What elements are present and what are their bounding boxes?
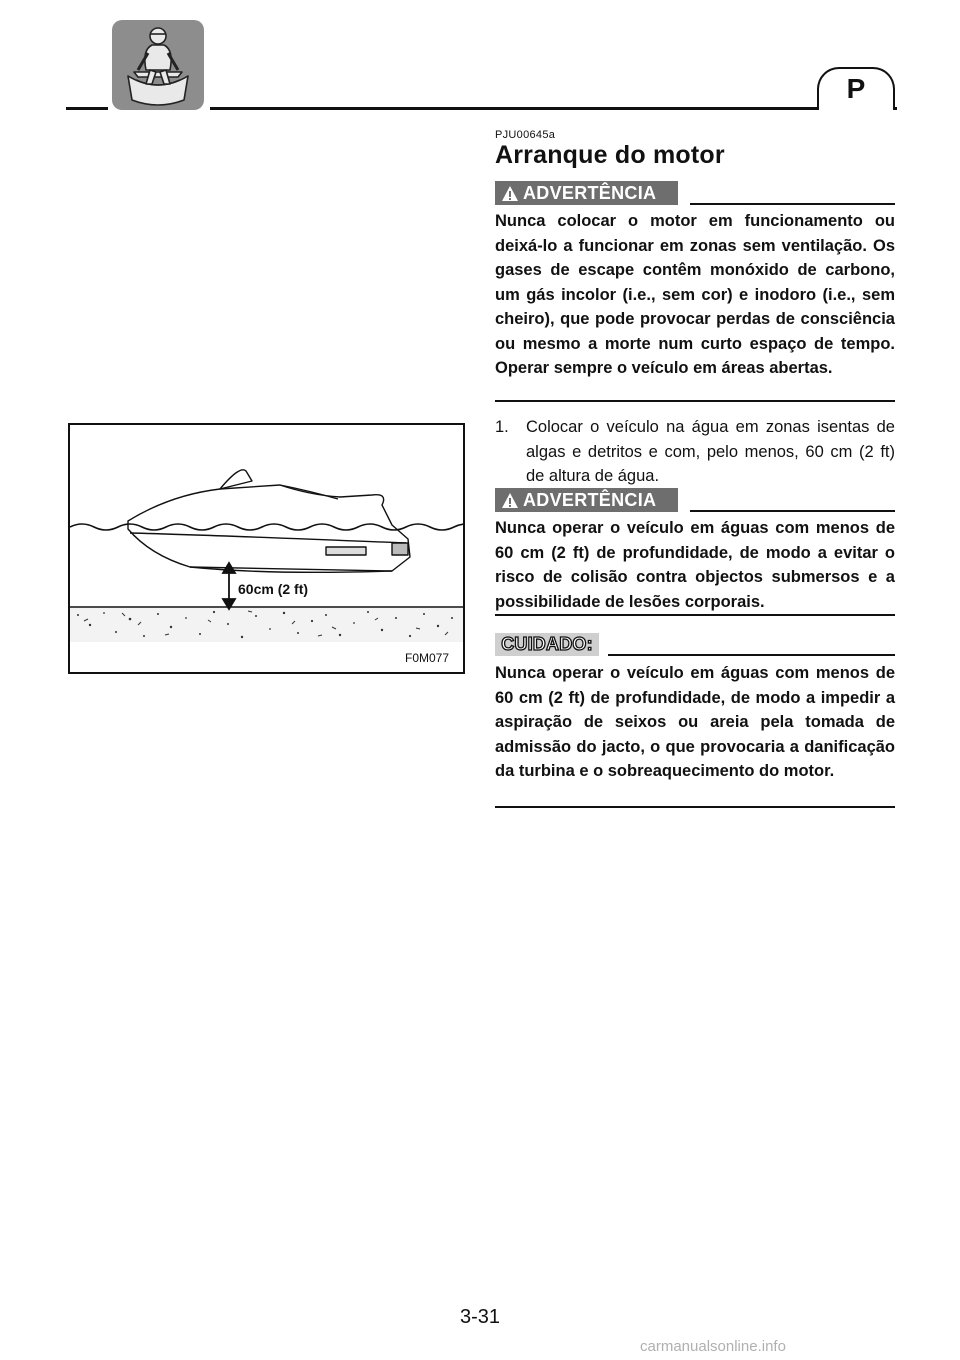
figure-id: F0M077 (405, 651, 450, 665)
figure-watercraft-depth (68, 423, 465, 674)
warning-end-rule-2 (495, 614, 895, 616)
watercraft (128, 470, 410, 573)
seabed (70, 607, 463, 642)
header-rule-right (210, 107, 819, 110)
warning-end-rule-1 (495, 400, 895, 402)
caution-end-rule (495, 806, 895, 808)
warning-label-line-1 (690, 203, 895, 205)
language-tab: P (817, 67, 895, 108)
list-item (495, 415, 895, 489)
warning-label-text: ADVERTÊNCIA (523, 182, 657, 203)
rider-on-watercraft-icon (112, 20, 204, 110)
warning-text-2: Nunca operar o veículo em águas com menos de 60 cm (2 ft) de profundidade, de modo a evitar o risco de colisão contra objectos submersos e a possibilidade de lesões corporais. (495, 519, 895, 611)
section-code: PJU00645a (495, 129, 556, 141)
warning-label-1 (495, 181, 678, 205)
warning-text-1: Nunca colocar o motor em funcionamento ou deixá-lo a funcionar em zonas sem ventilação. Os gases de escape contêm monóxido de carbono, um gás incolor (i.e., sem cor) e inodoro (i.e., sem cheiro), que pode provocar perdas de consciência ou mesmo a morte num curto espaço de tempo. Operar sempre o veículo em áreas abertas. (495, 212, 895, 377)
depth-arrow (223, 563, 235, 609)
caution-text: Nunca operar o veículo em águas com menos de 60 cm (2 ft) de profundidade, de modo a impedir a aspiração de seixos ou areia pela tomada de admissão do jacto, o que provocaria a danificação da turbina e o sobreaquecimento do motor. (495, 664, 895, 780)
warning-label-line-2 (690, 510, 895, 512)
caution-label: CUIDADO: (495, 633, 599, 656)
watermark: carmanualsonline.info (640, 1338, 786, 1355)
warning-triangle-icon (501, 492, 519, 509)
page-title: Arranque do motor (495, 141, 725, 169)
warning-triangle-icon (501, 185, 519, 202)
caution-label-line (608, 654, 895, 656)
page-number: 3-31 (459, 1306, 501, 1328)
watercraft-illustration (70, 425, 463, 672)
warning-label-2 (495, 488, 678, 512)
depth-label: 60cm (2 ft) (238, 581, 309, 597)
step-number: 1. (495, 418, 509, 436)
header-rule-left (66, 107, 108, 110)
step-text: Colocar o veículo na água em zonas isentas de algas e detritos e com, pelo menos, 60 cm (2 ft) de altura de água. (526, 418, 895, 485)
warning-label-text: ADVERTÊNCIA (523, 489, 657, 510)
